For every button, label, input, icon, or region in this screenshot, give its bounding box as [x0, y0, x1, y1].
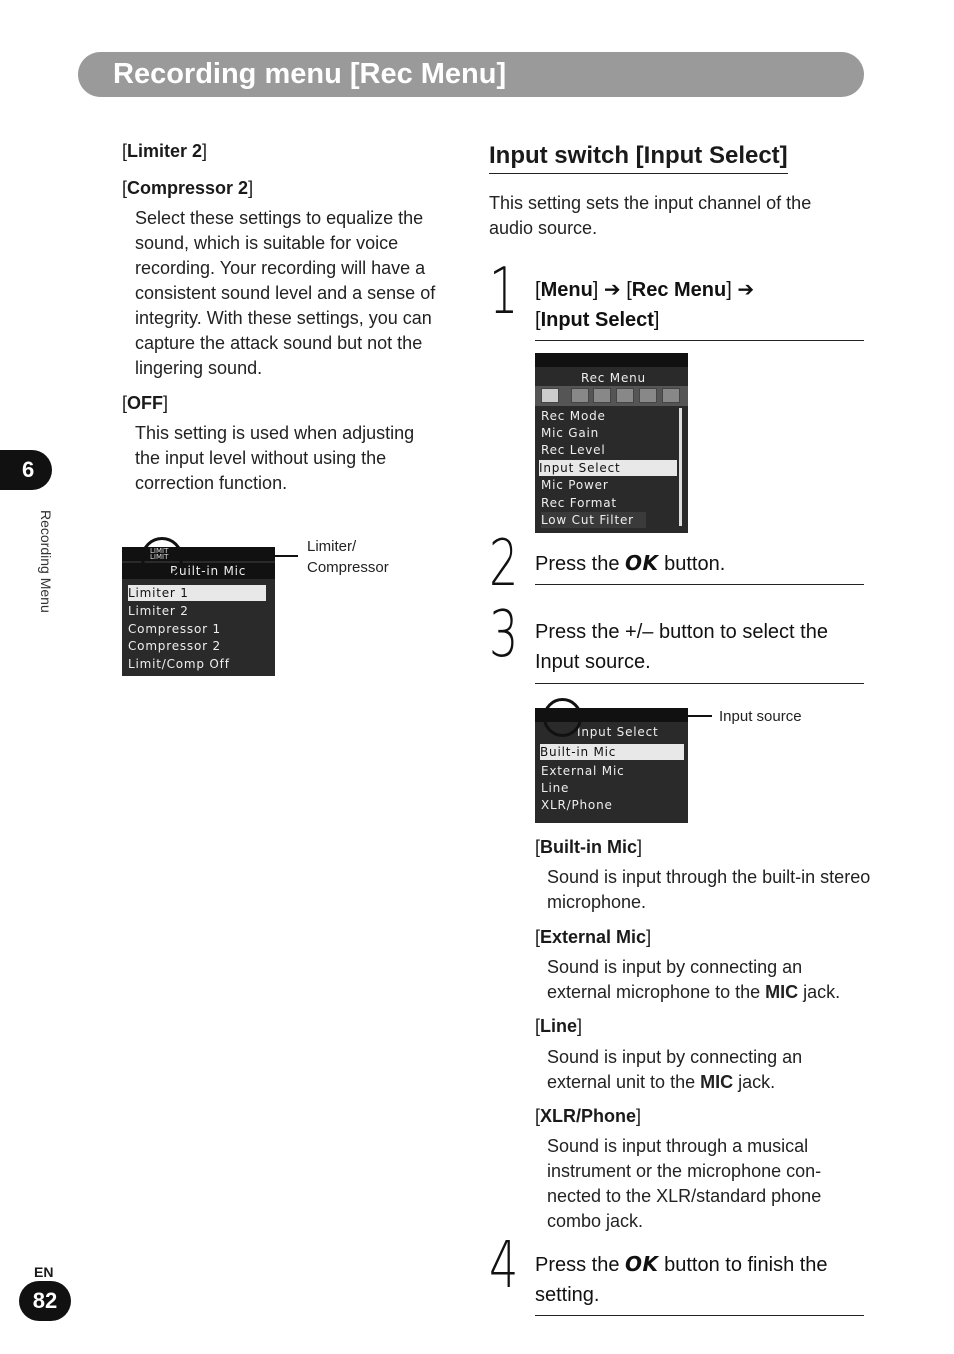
screen-title-text: Input Select [577, 725, 659, 739]
screen-row: Mic Gain [541, 426, 600, 440]
limiter-callout-label: Limiter/ Compressor [307, 538, 389, 576]
callout-circle [543, 698, 582, 737]
page-title: Recording menu [Rec Menu] [113, 58, 507, 90]
step3-text: Press the +/– button to select the Input source. [535, 621, 828, 673]
off-description: This setting is used when adjusting the input level without using the correction function. [135, 423, 415, 493]
option-description: Sound is input by connecting an external unit to the MIC jack. [547, 1047, 803, 1092]
callout-line [578, 715, 712, 717]
screen-row: Rec Level [541, 443, 606, 457]
rec-menu-screen [535, 353, 688, 533]
screen-row: Low Cut Filter [541, 512, 646, 528]
option-heading: [Line] [535, 1016, 583, 1036]
compressor-description: Select these settings to equalize the sound, which is suitable for voice recording. Your recording will have a consistent sound level and a sense of integrity. With these settings, you can capture the attack sound but not the lingering sound. [135, 208, 436, 378]
screen-row: Limiter 2 [128, 604, 189, 618]
screen-row-selected: Input Select [539, 460, 677, 476]
device-tab-icon [639, 388, 657, 403]
screen-row-selected: Limiter 1 [128, 585, 266, 601]
section-intro: This setting sets the input channel of the audio source. [489, 193, 812, 238]
file-tab-icon [593, 388, 611, 403]
mic-tab-icon [541, 388, 559, 403]
step-number: 1 [489, 255, 519, 329]
step-divider [535, 1315, 864, 1316]
screen-row: External Mic [541, 764, 625, 778]
screen-row: Line [541, 781, 570, 795]
screen-row: XLR/Phone [541, 798, 613, 812]
off-heading: [OFF] [122, 393, 169, 413]
screen-row: Compressor 2 [128, 639, 221, 653]
section-title: Input switch [Input Select] [489, 139, 788, 174]
step-number: 4 [489, 1229, 519, 1303]
option-heading: [XLR/Phone] [535, 1106, 642, 1126]
scrollbar [679, 408, 682, 526]
status-bar: LIMIT LIMIT [122, 547, 275, 561]
screen-row: Rec Format [541, 496, 617, 510]
step-divider [535, 584, 864, 585]
step-divider [535, 340, 864, 341]
screen-row: Compressor 1 [128, 622, 221, 636]
page-number: 82 [32, 1288, 58, 1313]
screen-row: Limit/Comp Off [128, 657, 230, 671]
screen-row: Mic Power [541, 478, 609, 492]
language-label: EN [34, 1264, 54, 1280]
tools-tab-icon [662, 388, 680, 403]
step-number: 3 [489, 598, 519, 672]
screen-row-selected: Built-in Mic [540, 744, 684, 760]
chapter-number: 6 [22, 457, 35, 482]
callout-circle [141, 537, 183, 579]
callout-line [180, 555, 298, 557]
screen-title-text: Built-in Mic [170, 564, 247, 578]
limiter2-heading: [Limiter 2] [122, 141, 208, 161]
lcd-tab-icon [616, 388, 634, 403]
step-divider [535, 683, 864, 684]
play-tab-icon [571, 388, 589, 403]
input-source-callout-label: Input source [719, 708, 802, 725]
option-description: Sound is input by connecting an external microphone to the MIC jack. [547, 957, 841, 1002]
chapter-label: Recording Menu [38, 510, 54, 613]
menu-tab-bar [535, 386, 688, 406]
step4-text: Press the OK button to finish the setting. [535, 1252, 828, 1306]
status-bar [535, 353, 688, 367]
step2-text: Press the OK button. [535, 551, 726, 575]
compressor2-heading: [Compressor 2] [122, 178, 254, 198]
option-description: Sound is input through a musical instrument or the microphone con- nected to the XLR/standard phone combo jack. [547, 1136, 822, 1231]
option-description: Sound is input through the built-in stereo microphone. [547, 867, 871, 912]
step1-text: [Menu] ➔ [Rec Menu] ➔ [Input Select] [535, 279, 755, 331]
option-heading: [External Mic] [535, 927, 652, 947]
option-heading: [Built-in Mic] [535, 837, 643, 857]
screen-title-text: Rec Menu [581, 371, 646, 385]
step-number: 2 [489, 527, 519, 601]
screen-row: Rec Mode [541, 409, 606, 423]
